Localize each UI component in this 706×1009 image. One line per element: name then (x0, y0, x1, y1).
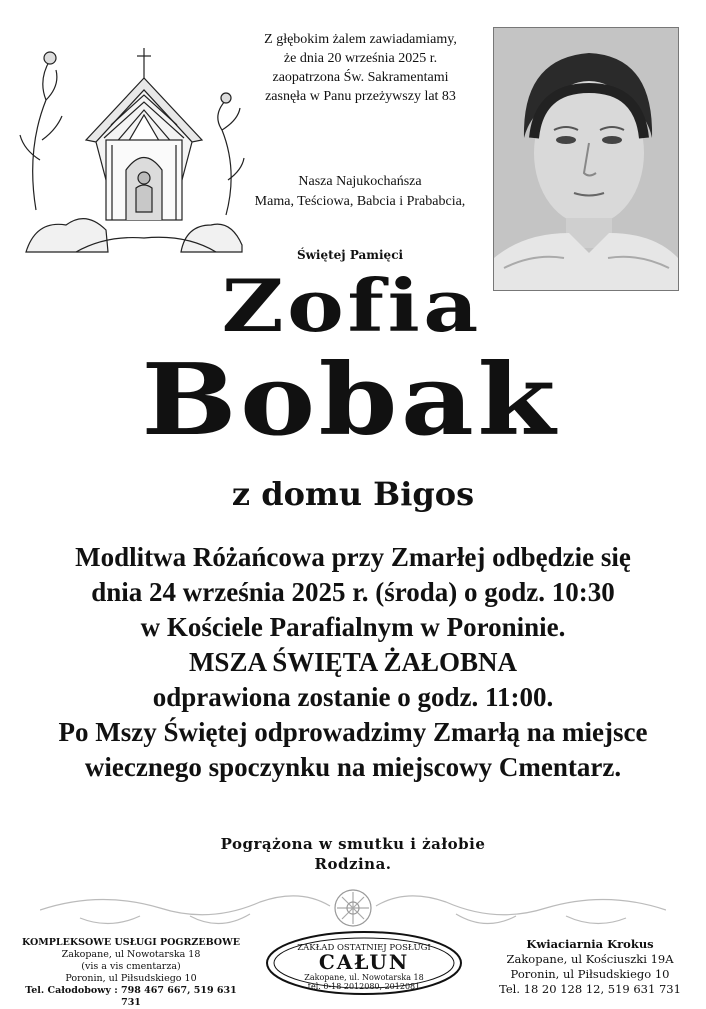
announcement-line: odprawiona zostanie o godz. 11:00. (152, 682, 554, 712)
deceased-last-name: Bobak (141, 343, 559, 458)
intro-text (248, 30, 473, 106)
portrait-photo (493, 27, 679, 291)
intro-line: Z głębokim żalem zawiadamiamy, (264, 32, 457, 47)
memory-label: Świętej Pamięci (296, 248, 404, 262)
family-line: Pogrążona w smutku i żałobie (220, 835, 486, 853)
logo-address: Zakopane, ul. Nowotarska 18 (304, 973, 424, 982)
funeral-home-address: Poronin, ul Piłsudskiego 10 (65, 973, 197, 984)
intro-line: zasnęła w Panu przeżywszy lat 83 (265, 89, 456, 104)
florist-address: Poronin, ul Piłsudskiego 10 (510, 967, 670, 981)
chapel-illustration (16, 20, 246, 260)
announcement-line: Po Mszy Świętej odprowadzimy Zmarłą na miejsce (58, 717, 648, 747)
announcement-line: w Kościele Parafialnym w Poroninie. (140, 612, 566, 642)
logo-phone: tel. 0-18 2012080, 2012081 (307, 982, 421, 991)
family-signature (0, 834, 706, 874)
calun-logo (264, 930, 464, 996)
family-line: Rodzina. (314, 855, 392, 873)
maiden-name: z domu Bigos (231, 475, 475, 513)
florist-title: Kwiaciarnia Krokus (526, 937, 654, 951)
intro-line: że dnia 20 września 2025 r. (283, 51, 438, 66)
florist-info (478, 937, 702, 997)
relation-line: Mama, Teściowa, Babcia i Prababcia, (254, 194, 466, 209)
florist-address: Zakopane, ul Kościuszki 19A (506, 952, 674, 966)
funeral-home-address: Zakopane, ul Nowotarska 18 (61, 949, 201, 960)
announcement-line: wiecznego spoczynku na miejscowy Cmentarz. (84, 752, 622, 782)
florist-phone: Tel. 18 20 128 12, 519 631 731 (499, 982, 681, 996)
funeral-home-info (14, 937, 248, 1009)
announcement-line: MSZA ŚWIĘTA ŻAŁOBNA (188, 647, 518, 677)
announcement-line: dnia 24 września 2025 r. (środa) o godz. 10:30 (91, 577, 615, 607)
intro-line: zaopatrzona Św. Sakramentami (272, 70, 449, 85)
funeral-announcement (20, 540, 686, 785)
funeral-home-phone: Tel. Całodobowy : 798 467 667, 519 631 731 (25, 985, 237, 1008)
deceased-first-name: Zofia (221, 263, 482, 348)
relation-text (250, 172, 470, 212)
relation-line: Nasza Najukochańsza (298, 174, 422, 189)
funeral-home-title: KOMPLEKSOWE USŁUGI POGRZEBOWE (22, 937, 240, 948)
logo-name: CAŁUN (318, 950, 410, 974)
logo-top-text: ZAKŁAD OSTATNIEJ POSŁUGI (297, 943, 431, 953)
announcement-line: Modlitwa Różańcowa przy Zmarłej odbędzie się (75, 542, 631, 572)
funeral-home-note: (vis a vis cmentarza) (81, 961, 181, 972)
